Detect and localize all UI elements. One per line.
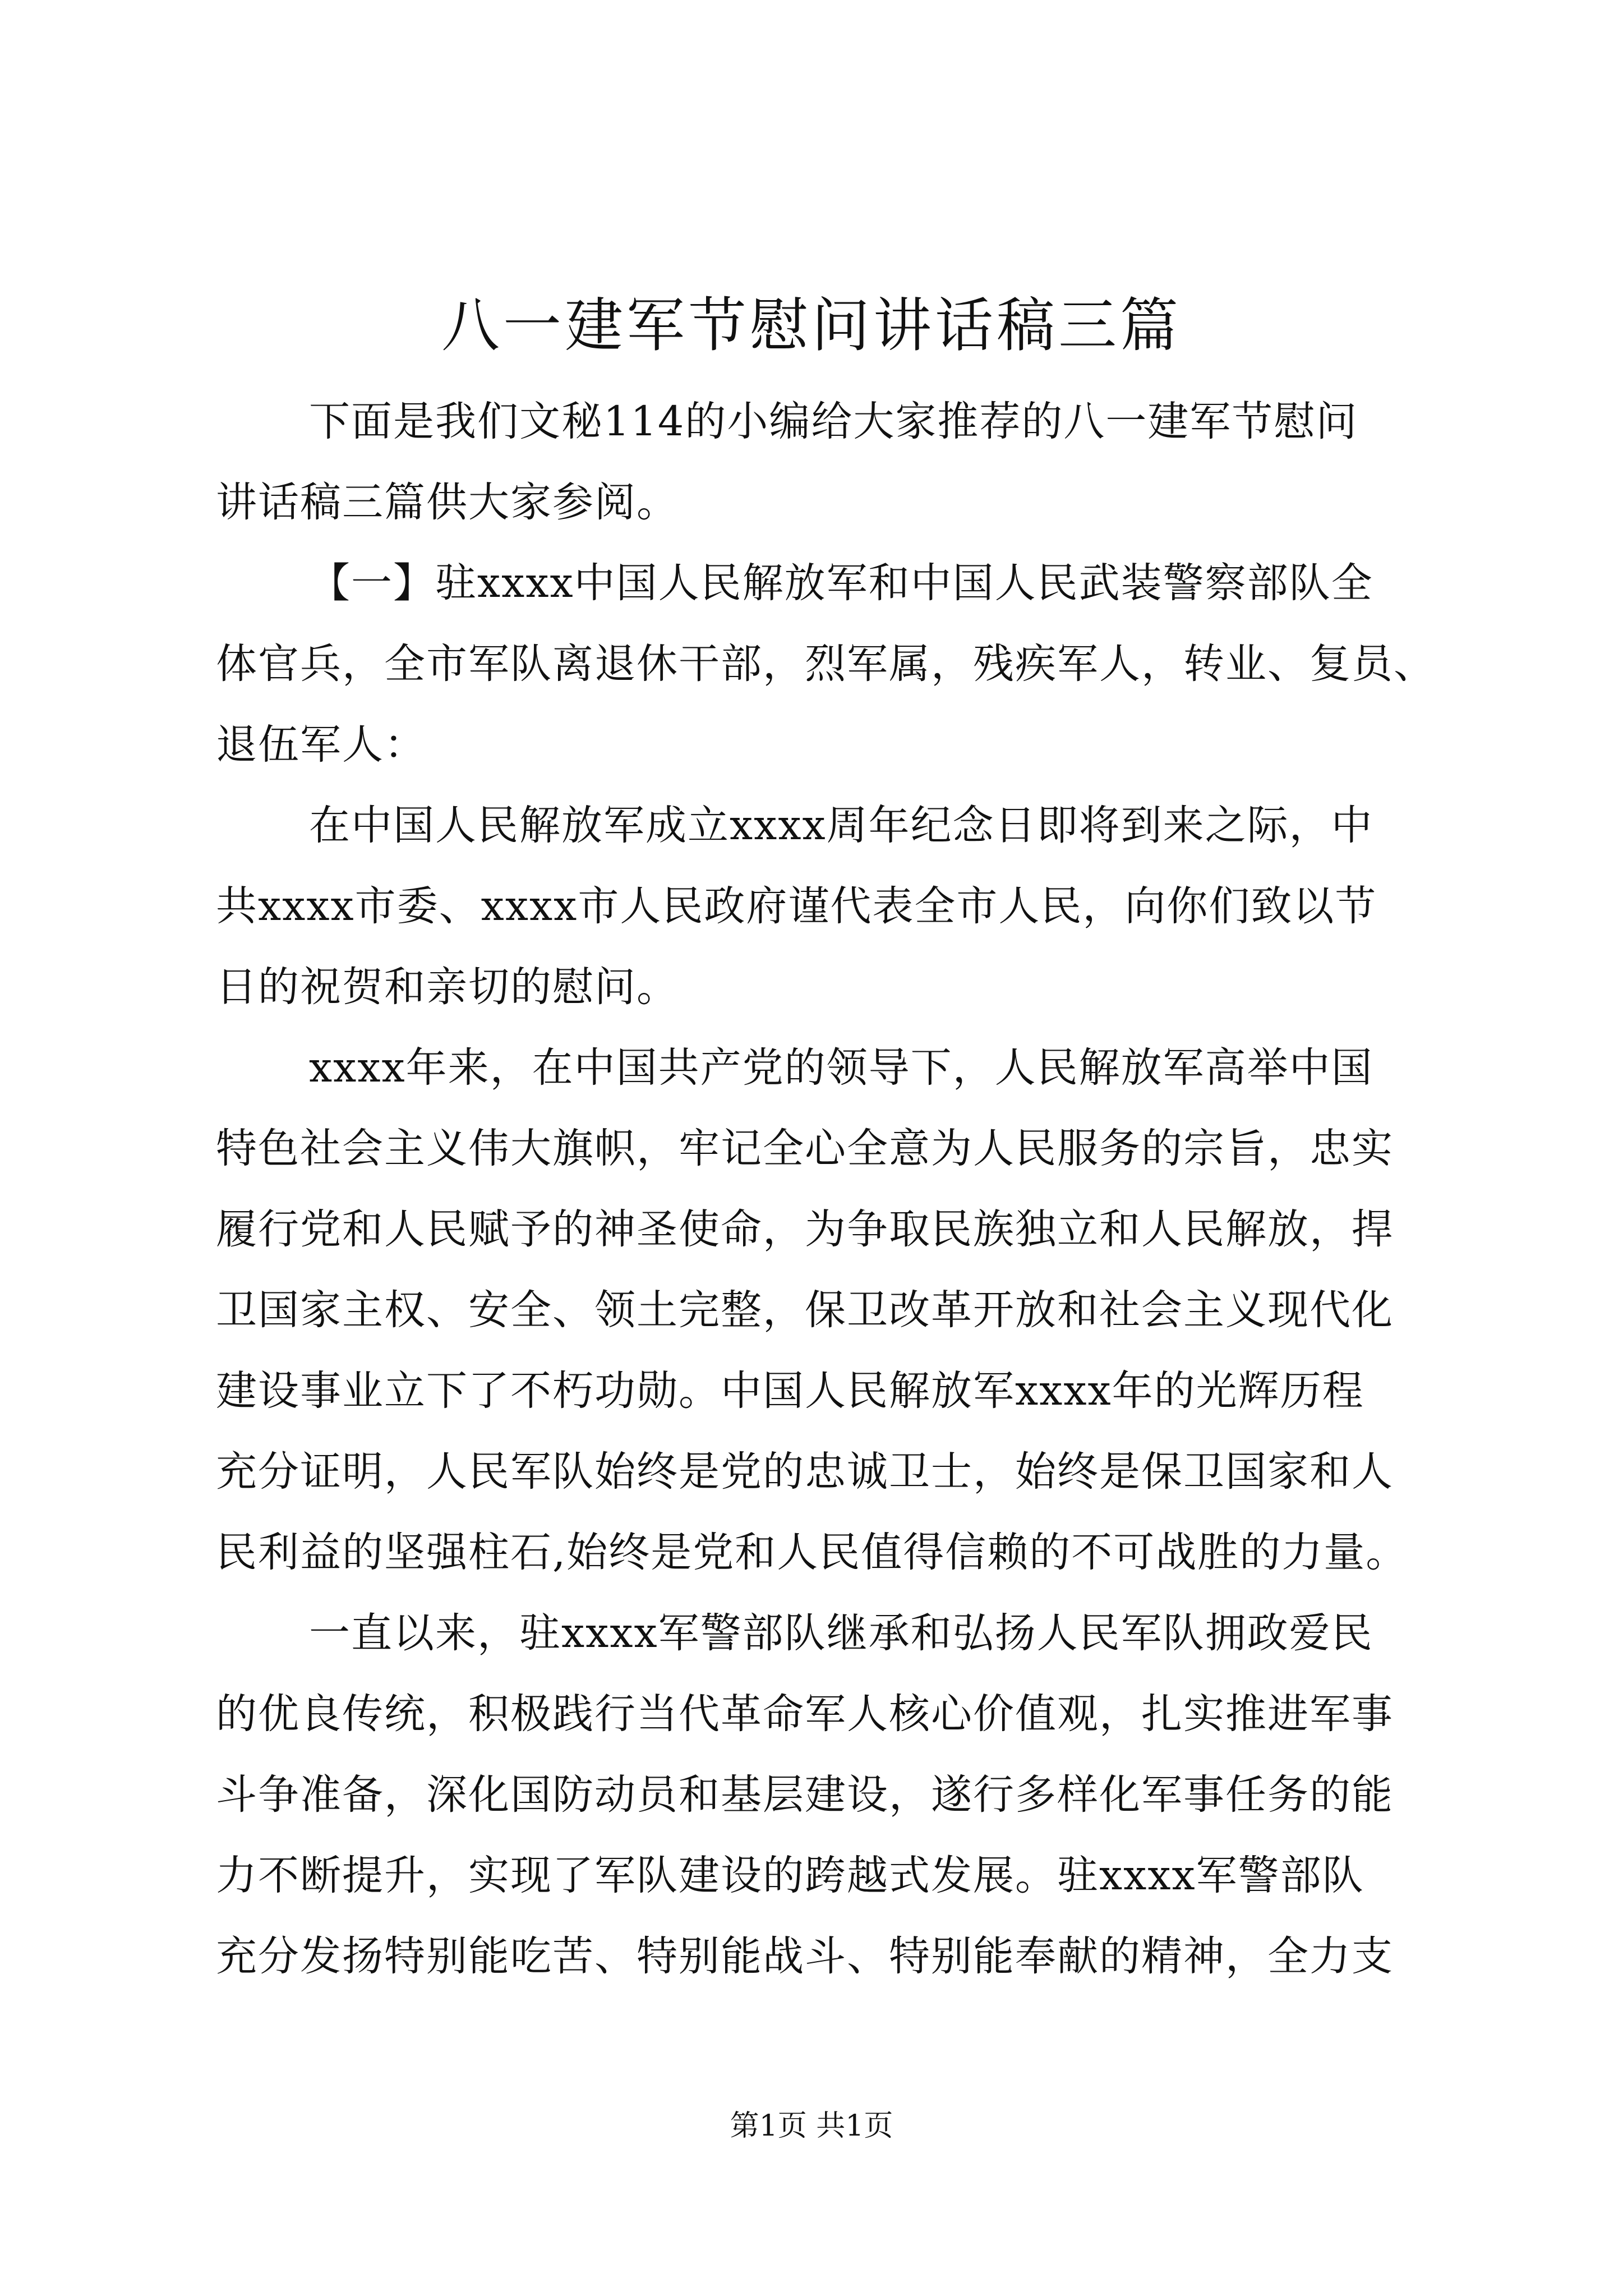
- paragraph-achievements: [216, 1593, 1410, 1997]
- paragraph-intro: [216, 381, 1410, 543]
- paragraph-greeting: [216, 785, 1410, 1028]
- text-line: 下面是我们文秘114的小编给大家推荐的八一建军节慰问: [309, 398, 1358, 445]
- text-line: xxxx年来，在中国共产党的领导下，人民解放军高举中国: [309, 1044, 1373, 1092]
- text-line: 退伍军人：: [216, 721, 426, 769]
- text-line: 的优良传统，积极践行当代革命军人核心价值观，扎实推进军事: [216, 1690, 1394, 1738]
- page-footer: 第1页 共1页: [730, 2109, 893, 2143]
- text-line: 特色社会主义伟大旗帜，牢记全心全意为人民服务的宗旨，忠实: [216, 1125, 1394, 1172]
- text-line: 在中国人民解放军成立xxxx周年纪念日即将到来之际，中: [309, 802, 1373, 849]
- text-line: 民利益的坚强柱石,始终是党和人民值得信赖的不可战胜的力量。: [216, 1529, 1408, 1576]
- text-line: 体官兵，全市军队离退休干部，烈军属，残疾军人，转业、复员、: [216, 640, 1436, 688]
- document-title: 八一建军节慰问讲话稿三篇: [441, 291, 1182, 360]
- text-line: 履行党和人民赋予的神圣使命，为争取民族独立和人民解放，捍: [216, 1205, 1394, 1253]
- text-line: 讲话稿三篇供大家参阅。: [216, 478, 679, 526]
- text-line: 建设事业立下了不朽功勋。中国人民解放军xxxx年的光辉历程: [216, 1367, 1364, 1415]
- text-line: 充分发扬特别能吃苦、特别能战斗、特别能奉献的精神，全力支: [216, 1932, 1394, 1980]
- text-line: 共xxxx市委、xxxx市人民政府谨代表全市人民，向你们致以节: [216, 882, 1377, 930]
- text-line: 斗争准备，深化国防动员和基层建设，遂行多样化军事任务的能: [216, 1771, 1394, 1819]
- text-line: 日的祝贺和亲切的慰问。: [216, 963, 679, 1011]
- text-line: 卫国家主权、安全、领土完整，保卫改革开放和社会主义现代化: [216, 1286, 1394, 1334]
- text-line: 【一】驻xxxx中国人民解放军和中国人民武装警察部队全: [309, 559, 1373, 607]
- document-body: [216, 381, 1436, 1997]
- paragraph-history: [216, 1028, 1410, 1593]
- paragraph-salutation: [216, 543, 1436, 785]
- text-line: 一直以来，驻xxxx军警部队继承和弘扬人民军队拥政爱民: [309, 1609, 1373, 1657]
- text-line: 力不断提升，实现了军队建设的跨越式发展。驻xxxx军警部队: [216, 1852, 1364, 1899]
- text-line: 充分证明，人民军队始终是党的忠诚卫士，始终是保卫国家和人: [216, 1448, 1394, 1496]
